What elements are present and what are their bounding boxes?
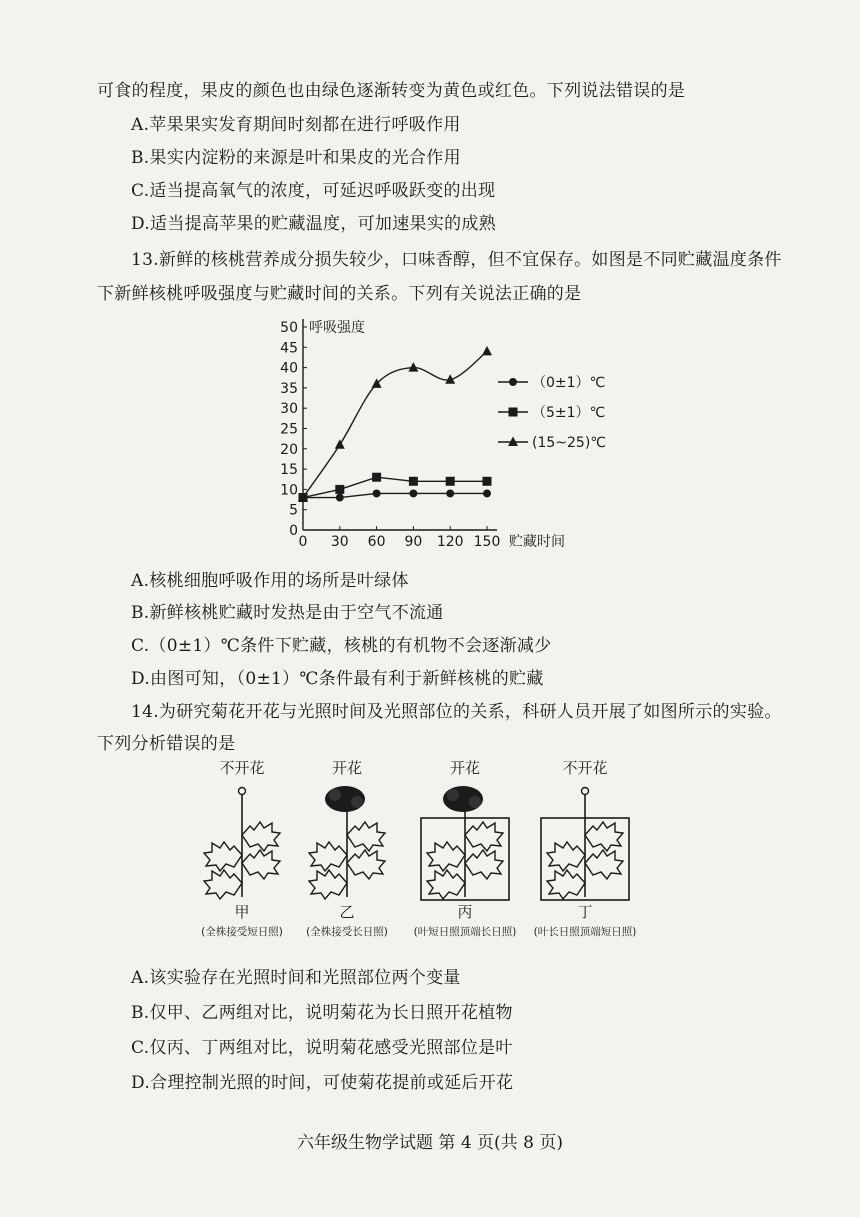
data-point <box>373 489 381 497</box>
chart-series <box>298 346 492 502</box>
q12-option-c: C.适当提高氧气的浓度，可延迟呼吸跃变的出现 <box>131 181 496 201</box>
plant-caption: (叶长日照顶端短日照) <box>533 926 637 938</box>
q12-stem-tail: 可食的程度，果皮的颜色也由绿色逐渐转变为黄色或红色。下列说法错误的是 <box>97 81 686 101</box>
q13-stem-line1: 13.新鲜的核桃营养成分损失较少，口味香醇，但不宜保存。如图是不同贮藏温度条件 <box>131 250 782 270</box>
q12-option-b: B.果实内淀粉的来源是叶和果皮的光合作用 <box>131 148 461 168</box>
q12-option-d: D.适当提高苹果的贮藏温度，可加速果实的成熟 <box>131 214 497 234</box>
leaf-icon <box>427 870 465 899</box>
flower-petal <box>447 789 459 801</box>
leaf-icon <box>585 850 623 879</box>
leaf-icon <box>204 870 242 899</box>
plant-caption: (全株接受长日照) <box>306 926 388 938</box>
leaf-icon <box>347 822 385 851</box>
flower-petal <box>469 796 481 808</box>
leaf-icon <box>547 870 585 899</box>
y-tick-label: 40 <box>280 360 298 377</box>
y-tick-label: 10 <box>280 482 298 499</box>
plant-name: 丁 <box>577 903 593 921</box>
plant-caption: (叶短日照顶端长日照) <box>413 926 517 938</box>
data-point <box>336 494 344 502</box>
data-point <box>482 346 492 356</box>
leaf-icon <box>204 842 242 871</box>
plant-name: 乙 <box>339 903 355 921</box>
leaf-icon <box>242 822 280 851</box>
x-tick-label: 120 <box>436 534 464 550</box>
y-tick-label: 0 <box>289 523 298 539</box>
q14-option-b: B.仅甲、乙两组对比，说明菊花为长日照开花植物 <box>131 1003 513 1023</box>
leaf-icon <box>547 842 585 871</box>
leaf-icon <box>465 822 503 851</box>
y-tick-label: 35 <box>280 380 298 397</box>
data-point <box>483 489 491 497</box>
leaf-icon <box>347 850 385 879</box>
y-tick-label: 25 <box>280 421 298 438</box>
y-axis-label: 呼吸强度 <box>309 320 365 336</box>
y-tick-label: 50 <box>280 320 298 336</box>
data-point <box>409 489 417 497</box>
leaf-icon <box>465 850 503 879</box>
flower-petal <box>329 789 341 801</box>
series-line <box>303 477 487 497</box>
y-tick-label: 45 <box>280 340 298 357</box>
q13-option-c: C.（0±1）℃条件下贮藏，核桃的有机物不会逐渐减少 <box>131 636 552 656</box>
q14-option-c: C.仅丙、丁两组对比，说明菊花感受光照部位是叶 <box>131 1038 513 1058</box>
data-point <box>483 477 492 486</box>
data-point <box>335 439 345 449</box>
plant-name: 甲 <box>234 903 250 921</box>
q14-option-d: D.合理控制光照的时间，可使菊花提前或延后开花 <box>131 1073 514 1093</box>
flower-petal <box>351 796 363 808</box>
plant-top-label: 开花 <box>331 759 363 777</box>
x-tick-label: 150 <box>473 534 501 550</box>
data-point <box>372 473 381 482</box>
plant-top-label: 不开花 <box>219 759 265 777</box>
bud-icon <box>582 788 589 795</box>
data-point <box>446 477 455 486</box>
bud-icon <box>239 788 246 795</box>
plant-caption: (全株接受短日照) <box>201 926 283 938</box>
respiration-chart <box>255 310 615 555</box>
page-footer: 六年级生物学试题 第 4 页(共 8 页) <box>297 1133 563 1153</box>
x-tick-label: 30 <box>330 534 349 550</box>
leaf-icon <box>242 850 280 879</box>
q13-stem-line2: 下新鲜核桃呼吸强度与贮藏时间的关系。下列有关说法正确的是 <box>97 284 582 304</box>
y-tick-label: 5 <box>289 502 298 519</box>
leaf-icon <box>309 870 347 899</box>
data-point <box>335 485 344 494</box>
data-point <box>446 489 454 497</box>
y-tick-label: 20 <box>280 441 298 458</box>
series-line <box>303 351 487 497</box>
q13-option-d: D.由图可知，（0±1）℃条件最有利于新鲜核桃的贮藏 <box>131 669 544 689</box>
x-tick-label: 60 <box>367 534 386 550</box>
chart-axes <box>280 319 565 550</box>
x-tick-label: 90 <box>404 534 423 550</box>
legend-marker <box>509 408 518 417</box>
plant-name: 丙 <box>457 903 473 921</box>
x-tick-label: 0 <box>298 534 308 550</box>
q12-option-a: A.苹果果实发育期间时刻都在进行呼吸作用 <box>131 115 461 135</box>
legend-label: （5±1）℃ <box>532 405 606 421</box>
y-tick-label: 30 <box>280 401 298 418</box>
x-axis-label: 贮藏时间 <box>509 534 565 550</box>
legend-label: (15~25)℃ <box>532 435 607 451</box>
plant-group <box>414 759 517 938</box>
legend-marker <box>508 437 518 447</box>
plant-group <box>534 759 637 938</box>
q13-option-b: B.新鲜核桃贮藏时发热是由于空气不流通 <box>131 603 444 623</box>
chart-legend <box>498 375 606 451</box>
leaf-icon <box>427 842 465 871</box>
q13-option-a: A.核桃细胞呼吸作用的场所是叶绿体 <box>131 571 409 591</box>
plant-group <box>306 759 388 938</box>
y-tick-label: 15 <box>280 462 298 479</box>
leaf-icon <box>585 822 623 851</box>
data-point <box>409 477 418 486</box>
series-line <box>303 493 487 497</box>
plant-top-label: 不开花 <box>562 759 608 777</box>
chrysanthemum-experiment-figure <box>180 755 680 945</box>
legend-marker <box>509 378 517 386</box>
leaf-icon <box>309 842 347 871</box>
data-point <box>408 362 418 372</box>
q14-stem-line2: 下列分析错误的是 <box>97 734 236 754</box>
q14-stem-line1: 14.为研究菊花开花与光照时间及光照部位的关系，科研人员开展了如图所示的实验。 <box>131 702 782 722</box>
legend-label: （0±1）℃ <box>532 375 606 391</box>
q14-option-a: A.该实验存在光照时间和光照部位两个变量 <box>131 968 461 988</box>
plant-group <box>201 759 283 938</box>
plant-top-label: 开花 <box>449 759 481 777</box>
